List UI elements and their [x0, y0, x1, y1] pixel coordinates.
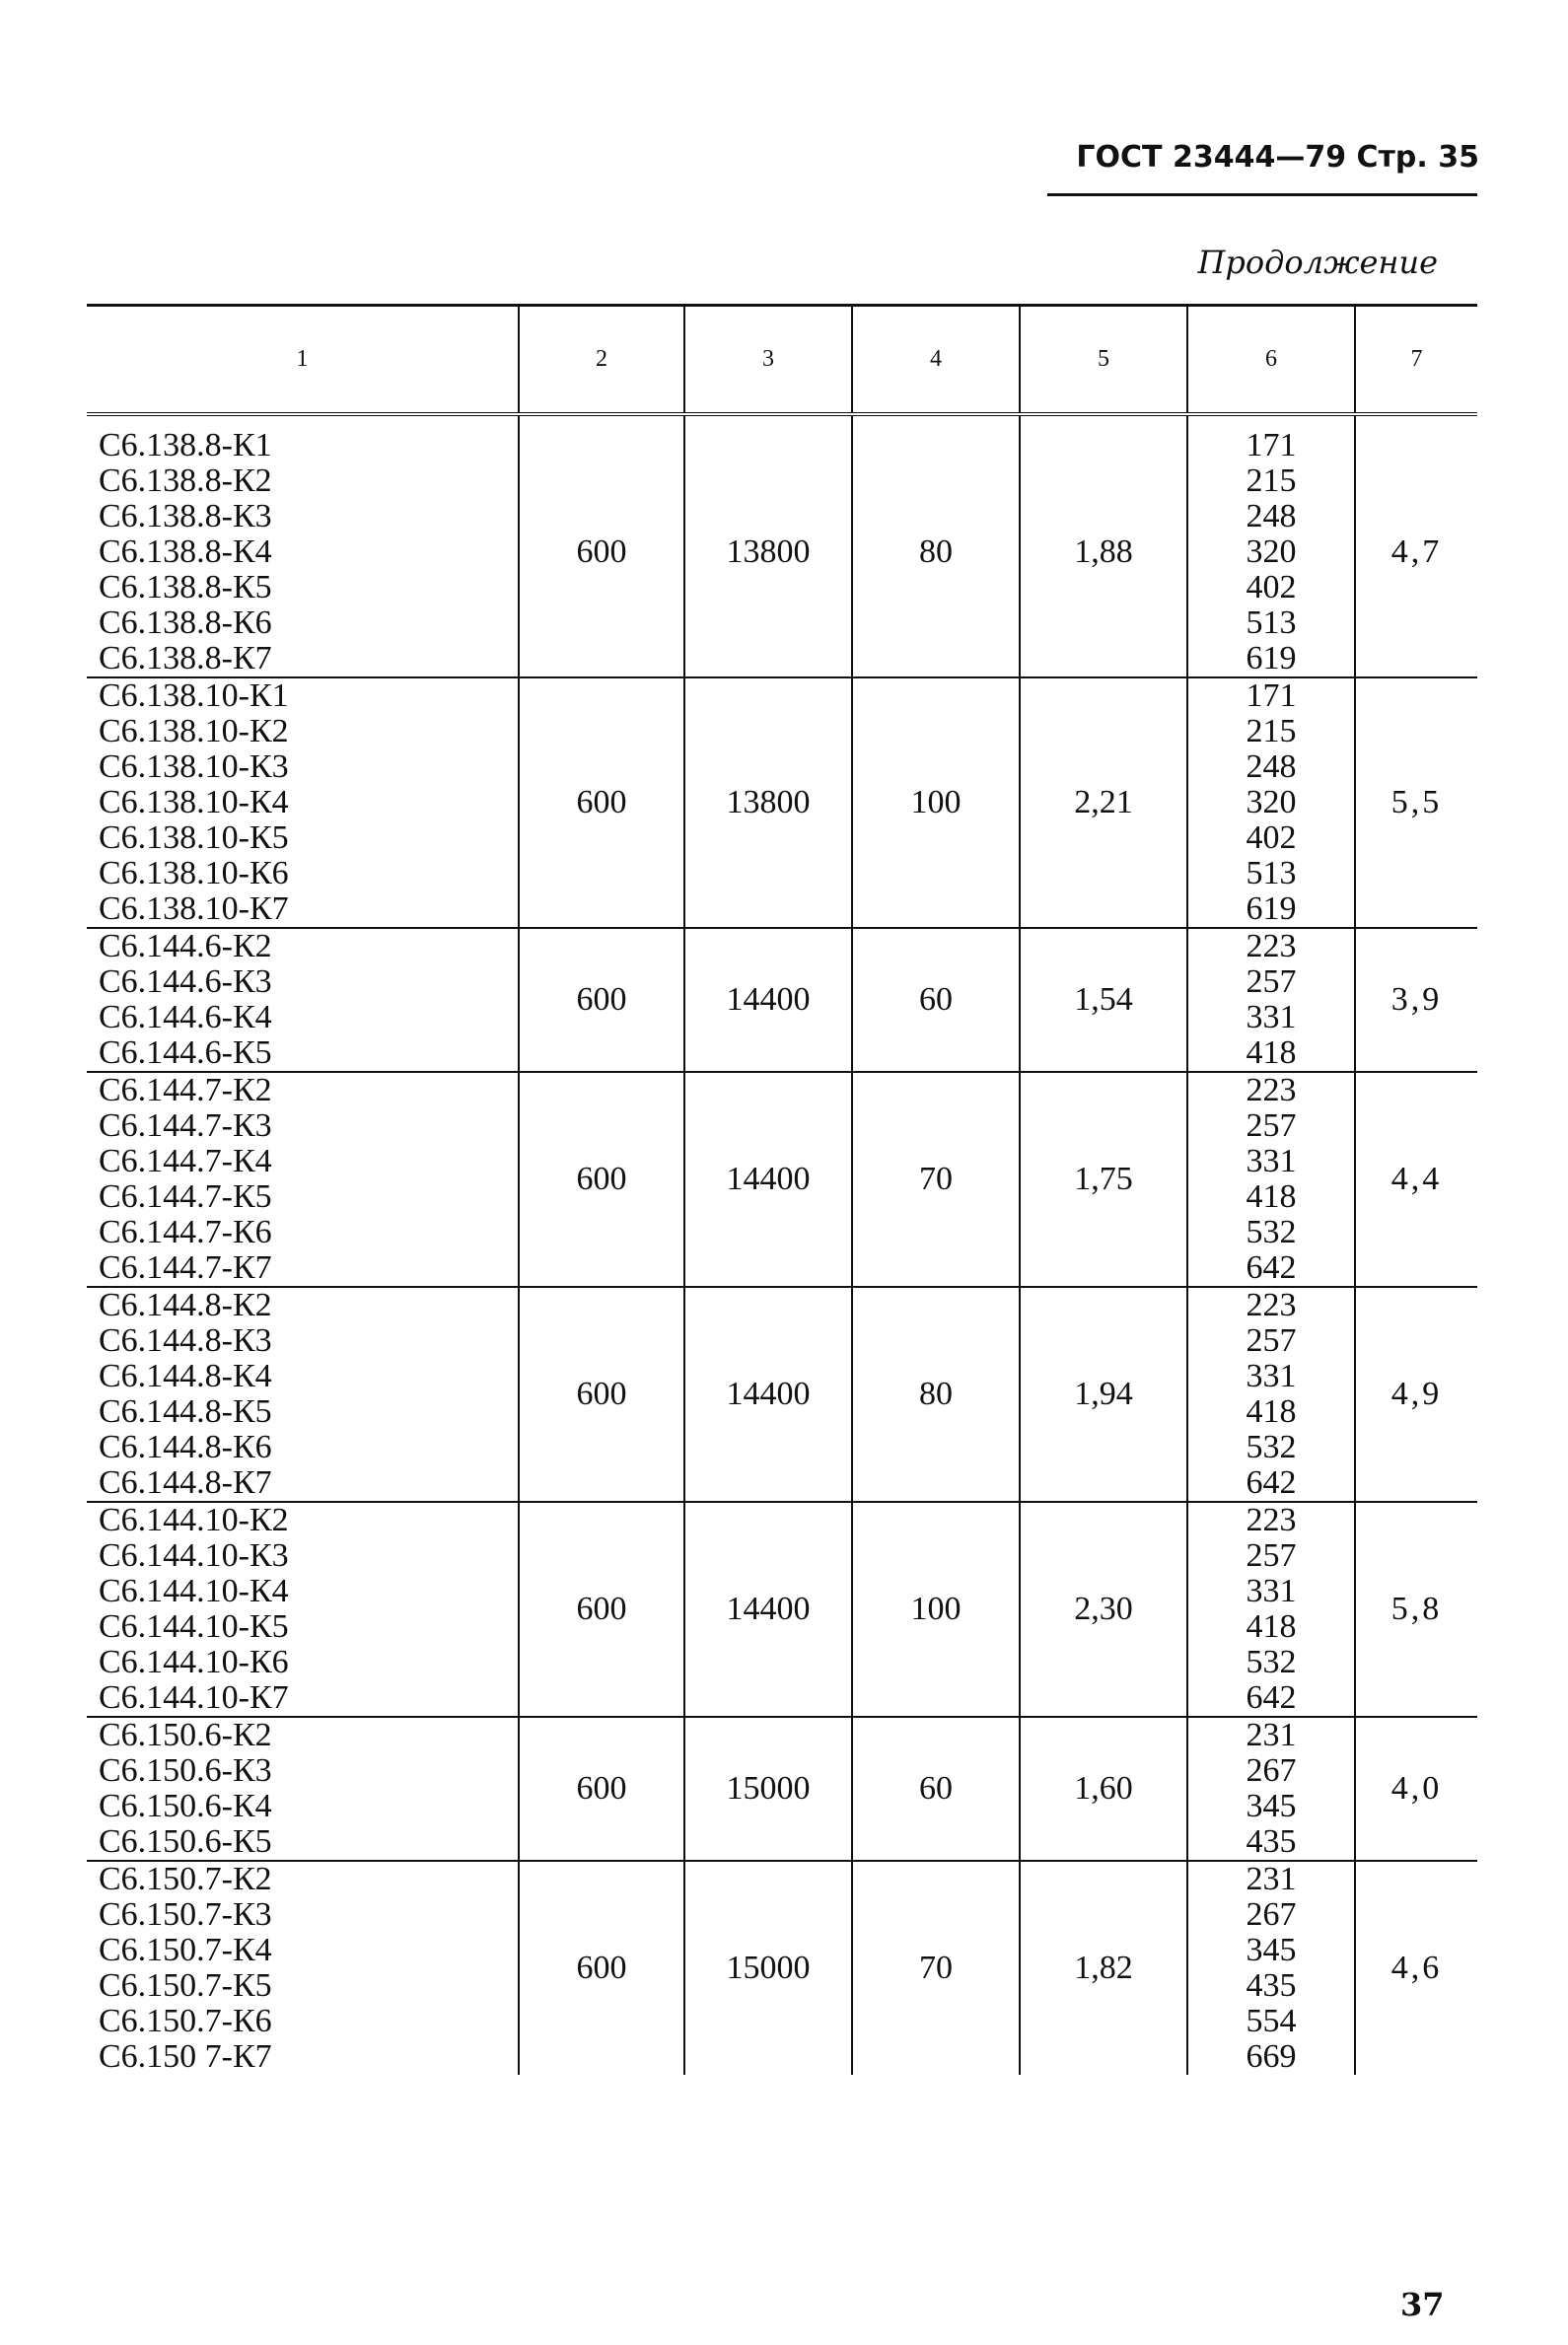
col5-cell: 2,21	[1020, 677, 1187, 928]
mark-cell	[87, 1072, 519, 1287]
col6-cell-line: 331	[1246, 999, 1297, 1035]
column-header: 7	[1355, 306, 1477, 415]
column-header: 3	[684, 306, 852, 415]
mark-cell-line: С6.144.7-К3	[99, 1107, 272, 1144]
mark-cell	[87, 928, 519, 1072]
mark-cell	[87, 1861, 519, 2075]
mark-cell-line: С6.150.7-К2	[99, 1861, 272, 1897]
table-row	[87, 414, 1477, 677]
mark-cell-line: С6.150.6-К3	[99, 1752, 272, 1789]
specifications-table	[87, 304, 1477, 2075]
mark-cell-line: С6.150.7-К4	[99, 1932, 272, 1968]
mark-cell	[87, 1287, 519, 1502]
col7-cell: 4,0	[1355, 1717, 1477, 1861]
col6-cell-line: 248	[1246, 498, 1297, 534]
col6-cell-line: 215	[1246, 713, 1297, 749]
mark-cell-line: С6.144.7-К5	[99, 1178, 272, 1215]
col3-cell: 13800	[684, 414, 852, 677]
mark-cell-line: С6.150.7-К5	[99, 1967, 272, 2004]
col6-cell-line: 267	[1246, 1752, 1297, 1789]
mark-cell-line: С6.138.8-К3	[99, 498, 272, 534]
col6-cell-line: 345	[1246, 1788, 1297, 1824]
mark-cell-line: С6.150.6-К5	[99, 1823, 272, 1860]
col6-cell	[1187, 1861, 1355, 2075]
col2-cell: 600	[519, 1861, 684, 2075]
mark-cell-line: С6.138.10-К6	[99, 855, 289, 891]
col6-cell-line: 418	[1246, 1393, 1297, 1430]
mark-cell-line: С6.144.8-К2	[99, 1287, 272, 1323]
col2-cell: 600	[519, 414, 684, 677]
col6-cell-line: 435	[1246, 1823, 1297, 1860]
mark-cell-line: С6.138.8-К6	[99, 604, 272, 641]
mark-cell-line: С6.144.10-К5	[99, 1608, 289, 1645]
mark-cell-line: С6.138.8-К7	[99, 640, 272, 676]
col7-cell: 5,8	[1355, 1502, 1477, 1717]
col6-cell-line: 418	[1246, 1178, 1297, 1215]
mark-cell	[87, 1717, 519, 1861]
col6-cell-line: 532	[1246, 1429, 1297, 1465]
mark-cell-line: С6.138.10-К3	[99, 748, 289, 785]
table-row	[87, 677, 1477, 928]
mark-cell-line: С6.150 7-К7	[99, 2038, 272, 2075]
mark-cell	[87, 1502, 519, 1717]
col6-cell-line: 642	[1246, 1464, 1297, 1501]
col2-cell: 600	[519, 1072, 684, 1287]
col6-cell	[1187, 1502, 1355, 1717]
mark-cell-line: С6.144.10-К4	[99, 1573, 289, 1609]
col6-cell-line: 331	[1246, 1358, 1297, 1394]
col6-cell	[1187, 928, 1355, 1072]
table-row	[87, 1502, 1477, 1717]
table-row	[87, 1861, 1477, 2075]
mark-cell-line: С6.144.8-К7	[99, 1464, 272, 1501]
col6-cell-line: 532	[1246, 1214, 1297, 1250]
column-header: 1	[87, 306, 519, 415]
col2-cell: 600	[519, 1287, 684, 1502]
mark-cell-line: С6.144.7-К7	[99, 1249, 272, 1286]
col3-cell: 14400	[684, 1287, 852, 1502]
mark-cell-line: С6.144.10-К7	[99, 1679, 289, 1716]
col3-cell: 14400	[684, 1502, 852, 1717]
mark-cell-line: С6.144.10-К6	[99, 1644, 289, 1680]
col6-cell-line: 513	[1246, 604, 1297, 641]
col7-cell: 4,6	[1355, 1861, 1477, 2075]
col6-cell-line: 267	[1246, 1896, 1297, 1933]
page-header: ГОСТ 23444—79 Стр. 35	[1076, 140, 1479, 175]
table-header-row	[87, 306, 1477, 415]
table-row	[87, 928, 1477, 1072]
table-row	[87, 1072, 1477, 1287]
col3-cell: 15000	[684, 1861, 852, 2075]
table-row	[87, 1287, 1477, 1502]
col6-cell-line: 257	[1246, 1537, 1297, 1574]
col3-cell: 15000	[684, 1717, 852, 1861]
mark-cell-line: С6.144.7-К2	[99, 1072, 272, 1108]
col6-cell-line: 223	[1246, 928, 1297, 964]
col6-cell-line: 402	[1246, 569, 1297, 605]
mark-cell-line: С6.144.8-К4	[99, 1358, 272, 1394]
column-header: 4	[852, 306, 1020, 415]
col6-cell-line: 532	[1246, 1644, 1297, 1680]
mark-cell-line: С6.144.6-К3	[99, 963, 272, 1000]
mark-cell-line: С6.150.7-К6	[99, 2003, 272, 2039]
col6-cell-line: 257	[1246, 963, 1297, 1000]
col6-cell-line: 320	[1246, 533, 1297, 570]
col7-cell: 4,9	[1355, 1287, 1477, 1502]
col6-cell-line: 215	[1246, 462, 1297, 499]
col5-cell: 1,82	[1020, 1861, 1187, 2075]
mark-cell-line: С6.144.8-К5	[99, 1393, 272, 1430]
col2-cell: 600	[519, 1502, 684, 1717]
col3-cell: 14400	[684, 1072, 852, 1287]
col6-cell-line: 513	[1246, 855, 1297, 891]
mark-cell-line: С6.144.7-К6	[99, 1214, 272, 1250]
mark-cell-line: С6.150.6-К2	[99, 1717, 272, 1753]
col6-cell-line: 171	[1246, 677, 1297, 714]
mark-cell-line: С6.144.8-К3	[99, 1322, 272, 1359]
col2-cell: 600	[519, 677, 684, 928]
col4-cell: 70	[852, 1861, 1020, 2075]
mark-cell-line: С6.144.10-К3	[99, 1537, 289, 1574]
mark-cell-line: С6.138.10-К1	[99, 677, 289, 714]
col6-cell-line: 642	[1246, 1249, 1297, 1286]
col6-cell	[1187, 414, 1355, 677]
mark-cell-line: С6.144.6-К2	[99, 928, 272, 964]
col6-cell-line: 669	[1246, 2038, 1297, 2075]
col6-cell-line: 171	[1246, 427, 1297, 463]
col6-cell-line: 418	[1246, 1034, 1297, 1071]
col2-cell: 600	[519, 1717, 684, 1861]
col4-cell: 80	[852, 1287, 1020, 1502]
col6-cell	[1187, 1072, 1355, 1287]
table-row	[87, 1717, 1477, 1861]
col4-cell: 100	[852, 1502, 1020, 1717]
header-rule	[1047, 193, 1477, 196]
col6-cell-line: 231	[1246, 1717, 1297, 1753]
col5-cell: 1,88	[1020, 414, 1187, 677]
mark-cell-line: С6.138.10-К7	[99, 890, 289, 927]
col5-cell: 1,94	[1020, 1287, 1187, 1502]
mark-cell-line: С6.144.6-К4	[99, 999, 272, 1035]
col6-cell-line: 248	[1246, 748, 1297, 785]
mark-cell-line: С6.144.8-К6	[99, 1429, 272, 1465]
col7-cell: 3,9	[1355, 928, 1477, 1072]
col7-cell: 4,7	[1355, 414, 1477, 677]
col6-cell-line: 331	[1246, 1143, 1297, 1179]
mark-cell-line: С6.138.10-К5	[99, 819, 289, 856]
col6-cell-line: 642	[1246, 1679, 1297, 1716]
mark-cell-line: С6.150.7-К3	[99, 1896, 272, 1933]
col6-cell-line: 231	[1246, 1861, 1297, 1897]
table-body	[87, 414, 1477, 2075]
col6-cell-line: 223	[1246, 1287, 1297, 1323]
col6-cell	[1187, 1287, 1355, 1502]
col6-cell-line: 402	[1246, 819, 1297, 856]
col6-cell-line: 223	[1246, 1072, 1297, 1108]
mark-cell-line: С6.144.10-К2	[99, 1502, 289, 1538]
col6-cell-line: 257	[1246, 1322, 1297, 1359]
mark-cell-line: С6.138.8-К1	[99, 427, 272, 463]
col6-cell-line: 435	[1246, 1967, 1297, 2004]
mark-cell-line: С6.138.8-К4	[99, 533, 272, 570]
col6-cell-line: 345	[1246, 1932, 1297, 1968]
mark-cell	[87, 414, 519, 677]
col7-cell: 4,4	[1355, 1072, 1477, 1287]
mark-cell-line: С6.144.6-К5	[99, 1034, 272, 1071]
col6-cell-line: 418	[1246, 1608, 1297, 1645]
continuation-label: Продолжение	[1197, 244, 1438, 281]
mark-cell	[87, 677, 519, 928]
col4-cell: 70	[852, 1072, 1020, 1287]
col3-cell: 13800	[684, 677, 852, 928]
col6-cell-line: 320	[1246, 784, 1297, 820]
mark-cell-line: С6.138.10-К4	[99, 784, 289, 820]
column-header: 2	[519, 306, 684, 415]
col4-cell: 80	[852, 414, 1020, 677]
col2-cell: 600	[519, 928, 684, 1072]
col6-cell-line: 619	[1246, 640, 1297, 676]
column-header: 5	[1020, 306, 1187, 415]
col5-cell: 1,75	[1020, 1072, 1187, 1287]
col4-cell: 100	[852, 677, 1020, 928]
col4-cell: 60	[852, 1717, 1020, 1861]
col6-cell-line: 257	[1246, 1107, 1297, 1144]
col5-cell: 1,54	[1020, 928, 1187, 1072]
mark-cell-line: С6.150.6-К4	[99, 1788, 272, 1824]
col6-cell-line: 223	[1246, 1502, 1297, 1538]
column-header: 6	[1187, 306, 1355, 415]
page-number: 37	[1400, 2286, 1445, 2323]
col6-cell	[1187, 677, 1355, 928]
col3-cell: 14400	[684, 928, 852, 1072]
mark-cell-line: С6.138.8-К2	[99, 462, 272, 499]
col6-cell-line: 331	[1246, 1573, 1297, 1609]
mark-cell-line: С6.138.10-К2	[99, 713, 289, 749]
col6-cell-line: 554	[1246, 2003, 1297, 2039]
mark-cell-line: С6.144.7-К4	[99, 1143, 272, 1179]
col5-cell: 1,60	[1020, 1717, 1187, 1861]
col5-cell: 2,30	[1020, 1502, 1187, 1717]
col4-cell: 60	[852, 928, 1020, 1072]
mark-cell-line: С6.138.8-К5	[99, 569, 272, 605]
col6-cell	[1187, 1717, 1355, 1861]
col7-cell: 5,5	[1355, 677, 1477, 928]
col6-cell-line: 619	[1246, 890, 1297, 927]
